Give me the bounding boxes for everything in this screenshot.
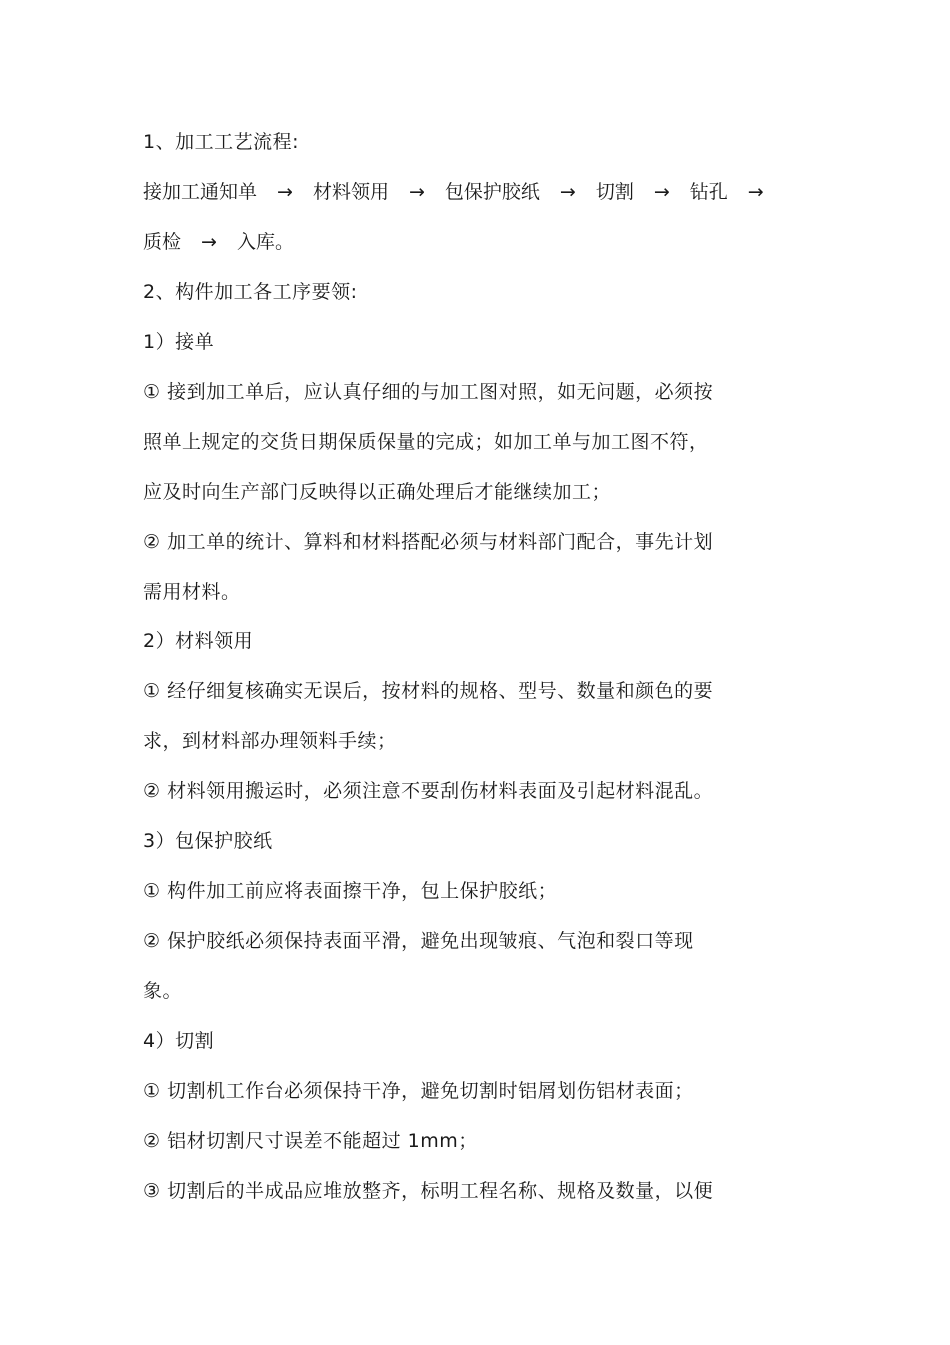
paragraph-line: ③ 切割后的半成品应堆放整齐，标明工程名称、规格及数量，以便 (143, 1180, 714, 1202)
flow-step: 钻孔 (689, 181, 728, 203)
subsection-heading-order: 1）接单 (143, 331, 215, 353)
paragraph-line: ② 加工单的统计、算料和材料搭配必须与材料部门配合，事先计划 (143, 531, 714, 553)
subsection-heading-material: 2）材料领用 (143, 630, 254, 652)
subsection-heading-protective-film: 3）包保护胶纸 (143, 830, 273, 852)
process-flow-row-1 (143, 180, 784, 204)
paragraph-line: 象。 (143, 980, 183, 1002)
paragraph-line: ② 保护胶纸必须保持表面平滑，避免出现皱痕、气泡和裂口等现 (143, 930, 694, 952)
paragraph-line: ① 经仔细复核确实无误后，按材料的规格、型号、数量和颜色的要 (143, 680, 714, 702)
arrow-right-icon: → (747, 181, 764, 203)
paragraph-line: 求，到材料部办理领料手续； (143, 730, 397, 752)
arrow-right-icon: → (408, 181, 425, 203)
flow-step: 材料领用 (312, 181, 389, 203)
section-heading-process-flow: 1、加工工艺流程: (143, 131, 299, 153)
paragraph-line: ② 铝材切割尺寸误差不能超过 1mm； (143, 1130, 478, 1152)
flow-step: 切割 (595, 181, 634, 203)
flow-step: 入库。 (236, 231, 294, 253)
flow-step: 质检 (143, 231, 182, 253)
paragraph-line: 应及时向生产部门反映得以正确处理后才能继续加工； (143, 481, 612, 503)
arrow-right-icon: → (653, 181, 670, 203)
arrow-right-icon: → (201, 231, 217, 253)
arrow-right-icon: → (559, 181, 576, 203)
paragraph-line: ② 材料领用搬运时，必须注意不要刮伤材料表面及引起材料混乱。 (143, 780, 714, 802)
flow-step: 接加工通知单 (143, 181, 258, 203)
flow-step: 包保护胶纸 (444, 181, 540, 203)
subsection-heading-cutting: 4）切割 (143, 1030, 215, 1052)
paragraph-line: 需用材料。 (143, 581, 241, 603)
paragraph-line: ① 切割机工作台必须保持干净，避免切割时铝屑划伤铝材表面； (143, 1080, 694, 1102)
section-heading-procedures: 2、构件加工各工序要领: (143, 281, 358, 303)
paragraph-line: ① 构件加工前应将表面擦干净，包上保护胶纸； (143, 880, 558, 902)
paragraph-line: 照单上规定的交货日期保质保量的完成；如加工单与加工图不符， (143, 431, 709, 453)
process-flow-row-2 (143, 230, 294, 254)
paragraph-line: ① 接到加工单后，应认真仔细的与加工图对照，如无问题，必须按 (143, 381, 714, 403)
arrow-right-icon: → (277, 181, 293, 203)
